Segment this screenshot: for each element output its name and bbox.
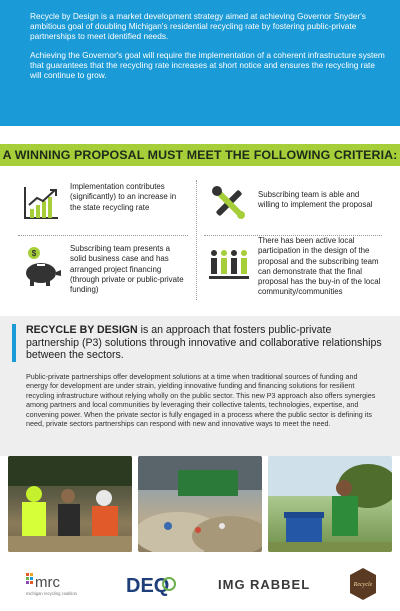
criterion-text: There has been active local participation in the design of the proposal and the subscribing team can demonstrate that the final proposal has the buy-in of the local community/communities — [258, 236, 381, 297]
criterion-item — [18, 180, 194, 226]
criterion-item — [206, 180, 382, 226]
workers-sorting-photo — [8, 456, 132, 552]
mrc-logo — [26, 571, 88, 597]
criteria-grid — [0, 166, 400, 308]
criterion-text: Implementation contributes (significantly) to an increase in the state recycling rate — [70, 182, 177, 212]
rbd-lead-text: is an approach that fosters public-private partnership (P3) solutions through innovative and collaborative relationships between the sectors. — [26, 324, 382, 362]
community-icon — [206, 242, 252, 288]
recycle-by-design-section — [0, 316, 400, 456]
criterion-text: Subscribing team is able and willing to implement the proposal — [258, 190, 373, 210]
mrc-logo-text: mrc — [35, 573, 60, 591]
tools-icon — [206, 180, 252, 226]
photo-strip — [0, 456, 400, 552]
deq-logo-text: DEQ — [126, 574, 170, 597]
intro-paragraph-2: Achieving the Governor's goal will require the implementation of a coherent infrastructure system that guarantees that the recycling rate increases at short notice and ensures the recycling rate will continue to grow. — [30, 49, 385, 81]
rbd-lead — [12, 324, 382, 362]
deq-logo — [126, 571, 180, 597]
criteria-horizontal-divider-left — [18, 235, 188, 236]
criterion-item — [18, 244, 194, 295]
criteria-banner — [0, 144, 400, 166]
partner-logos — [0, 556, 400, 611]
intro-panel — [0, 0, 400, 126]
piggy-bank-icon — [18, 244, 64, 290]
criteria-banner-title: A WINNING PROPOSAL MUST MEET THE FOLLOWING CRITERIA: — [2, 148, 398, 162]
criteria-vertical-divider — [196, 180, 197, 300]
mrc-logo-subtext: michigan recycling coalition — [26, 590, 77, 596]
bar-chart-icon — [18, 180, 64, 226]
rbd-body: Public-private partnerships offer development solutions at a time when traditional sources of funding and energy for development are under strain, yielding innovative funding and financing solutions for resilient recycling infrastructure without relying wholly on the public sector. This new P3 approach also offers synergies among partners and local communities by leveraging their collective talents, technologies, expertise, and convening power. When the private sector is fully engaged in a process where the public sector is defining its need, private sectors partnerships can respond with new and innovative ways to meet the need. — [26, 372, 376, 429]
rbd-lead-bold: RECYCLE BY DESIGN — [26, 324, 138, 336]
criterion-item — [206, 236, 386, 298]
criterion-text: Subscribing team presents a solid business case and has arranged project financing (through private or public-private funding) — [70, 244, 184, 295]
img-rabbel-logo — [218, 573, 310, 595]
recycle-logo — [348, 567, 378, 601]
recycling-facility-photo — [138, 456, 262, 552]
recycle-logo-text: Recycle — [353, 581, 373, 588]
svg-text:$: $ — [31, 249, 37, 258]
intro-paragraph-1: Recycle by Design is a market development strategy aimed at achieving Governor Snyder's ambitious goal of doubling Michigan's residential recycling rate by fostering public-private partnerships to meet identified needs. — [30, 11, 366, 42]
rabbel-logo-text: RABBEL — [250, 576, 310, 592]
recycling-bin-person-photo — [268, 456, 392, 552]
img-logo-text: IMG — [218, 576, 246, 592]
